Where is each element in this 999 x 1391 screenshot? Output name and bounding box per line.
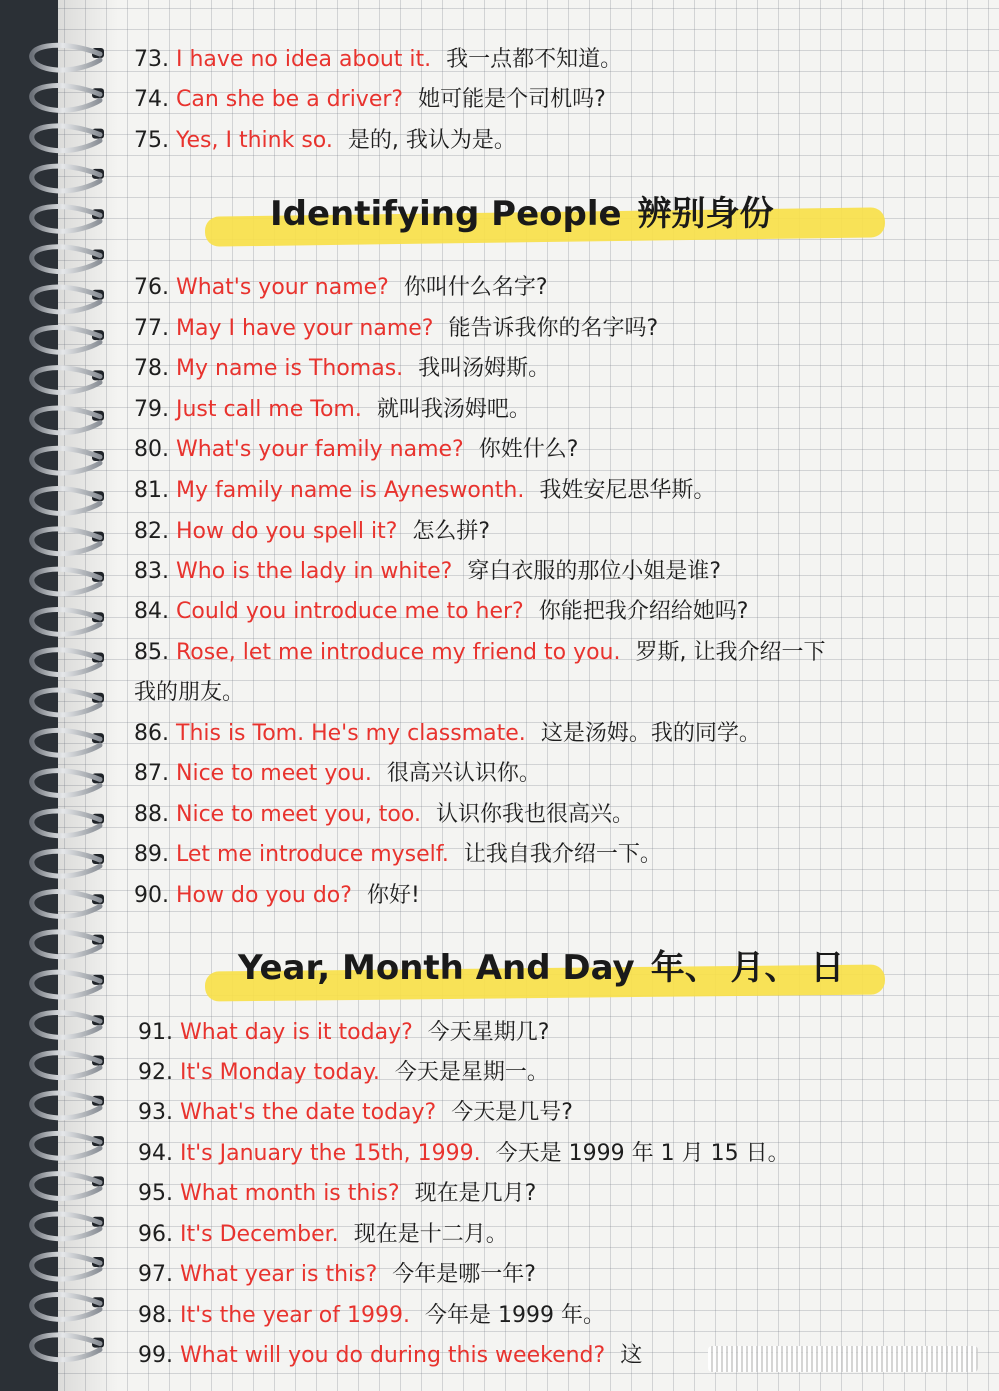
english-phrase: What will you do during this weekend? <box>180 1343 606 1368</box>
watermark <box>708 1346 978 1372</box>
phrase-line-95: 95. What month is this? 现在是几月? <box>138 1181 537 1206</box>
binding-ring <box>32 529 100 554</box>
chinese-translation: 她可能是个司机吗? <box>418 87 606 112</box>
chinese-translation: 今天星期几? <box>427 1020 550 1045</box>
phrase-line-73: 73. I have no idea about it. 我一点都不知道。 <box>134 47 623 72</box>
section-heading-identifying-people: Identifying People 辨别身份 <box>270 194 774 234</box>
english-phrase: How do you do? <box>176 883 352 908</box>
binding-ring <box>32 1214 100 1239</box>
chinese-translation: 我一点都不知道。 <box>446 47 623 72</box>
english-phrase: It's January the 15th, 1999. <box>180 1141 481 1166</box>
english-phrase: Yes, I think so. <box>176 128 333 153</box>
english-phrase: Who is the lady in white? <box>176 559 453 584</box>
binding-ring <box>32 45 100 70</box>
english-phrase: My name is Thomas. <box>176 356 404 381</box>
phrase-line-98: 98. It's the year of 1999. 今年是 1999 年。 <box>138 1303 605 1328</box>
phrase-line-77: 77. May I have your name? 能告诉我你的名字吗? <box>134 316 659 341</box>
english-phrase: Nice to meet you, too. <box>176 802 421 827</box>
phrase-line-99: 99. What will you do during this weekend? 这 <box>138 1343 643 1368</box>
chinese-translation: 就叫我汤姆吧。 <box>376 397 531 422</box>
binding-ring <box>32 1012 100 1037</box>
chinese-translation: 你好! <box>366 883 420 908</box>
binding-ring <box>32 287 100 312</box>
phrase-line-97: 97. What year is this? 今年是哪一年? <box>138 1262 536 1287</box>
chinese-translation: 很高兴认识你。 <box>386 761 541 786</box>
phrase-line-90: 90. How do you do? 你好! <box>134 883 420 908</box>
section-heading-year-month-day: Year, Month And Day 年、 月、 日 <box>238 948 845 988</box>
binding-ring <box>32 327 100 352</box>
chinese-translation: 今年是 1999 年。 <box>424 1303 605 1328</box>
spiral-binding <box>0 0 120 1391</box>
chinese-translation: 今天是几号? <box>451 1100 573 1125</box>
phrase-line-93: 93. What's the date today? 今天是几号? <box>138 1100 573 1125</box>
english-phrase: What month is this? <box>180 1181 400 1206</box>
binding-ring <box>32 569 100 594</box>
english-phrase: May I have your name? <box>176 316 434 341</box>
phrase-line-75: 75. Yes, I think so. 是的, 我认为是。 <box>134 128 516 153</box>
chinese-translation: 认识你我也很高兴。 <box>435 802 634 827</box>
english-phrase: What's your family name? <box>176 437 464 462</box>
english-phrase: It's the year of 1999. <box>180 1303 410 1328</box>
binding-ring <box>32 448 100 473</box>
chinese-translation: 我叫汤姆斯。 <box>418 356 551 381</box>
phrase-line-85-continuation: 我的朋友。 <box>134 680 245 705</box>
chinese-translation: 今年是哪一年? <box>392 1262 536 1287</box>
binding-ring <box>32 811 100 836</box>
english-phrase: What's the date today? <box>180 1100 437 1125</box>
english-phrase: Nice to meet you. <box>176 761 372 786</box>
phrase-line-82: 82. How do you spell it? 怎么拼? <box>134 519 491 544</box>
binding-ring <box>32 851 100 876</box>
chinese-translation: 现在是几月? <box>414 1181 537 1206</box>
binding-ring <box>32 1174 100 1199</box>
phrase-line-91: 91. What day is it today? 今天星期几? <box>138 1020 550 1045</box>
binding-ring <box>32 650 100 675</box>
phrase-line-74: 74. Can she be a driver? 她可能是个司机吗? <box>134 87 606 112</box>
english-phrase: Could you introduce me to her? <box>176 599 524 624</box>
chinese-translation: 这 <box>620 1343 643 1368</box>
binding-ring <box>32 1254 100 1279</box>
english-phrase: My family name is Ayneswonth. <box>176 478 525 503</box>
chinese-translation: 我姓安尼思华斯。 <box>539 478 716 503</box>
phrase-line-84: 84. Could you introduce me to her? 你能把我介绍给她吗? <box>134 599 749 624</box>
binding-ring <box>32 489 100 514</box>
binding-ring <box>32 1093 100 1118</box>
english-phrase: Let me introduce myself. <box>176 842 449 867</box>
english-phrase: Rose, let me introduce my friend to you. <box>176 640 621 665</box>
phrase-line-89: 89. Let me introduce myself. 让我自我介绍一下。 <box>134 842 662 867</box>
phrase-line-85: 85. Rose, let me introduce my friend to you. 罗斯, 让我介绍一下 <box>134 640 826 665</box>
chinese-translation: 是的, 我认为是。 <box>347 128 516 153</box>
english-phrase: How do you spell it? <box>176 519 398 544</box>
binding-ring <box>32 86 100 111</box>
english-phrase: Can she be a driver? <box>176 87 404 112</box>
binding-ring <box>32 1295 100 1320</box>
binding-ring <box>32 126 100 151</box>
phrase-line-87: 87. Nice to meet you. 很高兴认识你。 <box>134 761 541 786</box>
binding-ring <box>32 932 100 957</box>
phrase-line-94: 94. It's January the 15th, 1999. 今天是 1999 年 1 月 15 日。 <box>138 1141 790 1166</box>
phrase-line-78: 78. My name is Thomas. 我叫汤姆斯。 <box>134 356 551 381</box>
binding-ring <box>32 892 100 917</box>
binding-ring <box>32 408 100 433</box>
phrase-line-96: 96. It's December. 现在是十二月。 <box>138 1222 508 1247</box>
binding-ring <box>32 609 100 634</box>
chinese-translation: 你姓什么? <box>478 437 579 462</box>
phrase-line-86: 86. This is Tom. He's my classmate. 这是汤姆。我的同学。 <box>134 721 761 746</box>
phrase-line-80: 80. What's your family name? 你姓什么? <box>134 437 579 462</box>
phrase-line-79: 79. Just call me Tom. 就叫我汤姆吧。 <box>134 397 531 422</box>
english-phrase: It's Monday today. <box>180 1060 380 1085</box>
binding-ring <box>32 166 100 191</box>
english-phrase: What day is it today? <box>180 1020 413 1045</box>
chinese-translation: 这是汤姆。我的同学。 <box>540 721 761 746</box>
chinese-translation: 今天是 1999 年 1 月 15 日。 <box>495 1141 790 1166</box>
english-phrase: What's your name? <box>176 275 389 300</box>
binding-ring <box>32 690 100 715</box>
phrase-line-83: 83. Who is the lady in white? 穿白衣服的那位小姐是谁? <box>134 559 722 584</box>
english-phrase: I have no idea about it. <box>176 47 432 72</box>
binding-ring <box>32 206 100 231</box>
chinese-translation: 今天是星期一。 <box>394 1060 549 1085</box>
chinese-translation: 让我自我介绍一下。 <box>463 842 662 867</box>
chinese-translation: 现在是十二月。 <box>353 1222 508 1247</box>
phrase-line-88: 88. Nice to meet you, too. 认识你我也很高兴。 <box>134 802 634 827</box>
chinese-translation: 你能把我介绍给她吗? <box>538 599 749 624</box>
english-phrase: It's December. <box>180 1222 339 1247</box>
phrase-line-76: 76. What's your name? 你叫什么名字? <box>134 275 548 300</box>
binding-ring <box>32 1335 100 1360</box>
chinese-translation: 罗斯, 让我介绍一下 <box>635 640 826 665</box>
english-phrase: This is Tom. He's my classmate. <box>176 721 526 746</box>
chinese-translation: 怎么拼? <box>412 519 491 544</box>
chinese-translation: 能告诉我你的名字吗? <box>448 316 659 341</box>
phrase-line-81: 81. My family name is Ayneswonth. 我姓安尼思华斯。 <box>134 478 716 503</box>
chinese-translation: 你叫什么名字? <box>403 275 548 300</box>
binding-ring <box>32 771 100 796</box>
chinese-translation: 穿白衣服的那位小姐是谁? <box>467 559 722 584</box>
binding-ring <box>32 1053 100 1078</box>
binding-ring <box>32 972 100 997</box>
binding-ring <box>32 247 100 272</box>
binding-ring <box>32 368 100 393</box>
binding-ring <box>32 730 100 755</box>
binding-ring <box>32 1133 100 1158</box>
phrase-line-92: 92. It's Monday today. 今天是星期一。 <box>138 1060 549 1085</box>
english-phrase: Just call me Tom. <box>176 397 362 422</box>
english-phrase: What year is this? <box>180 1262 378 1287</box>
